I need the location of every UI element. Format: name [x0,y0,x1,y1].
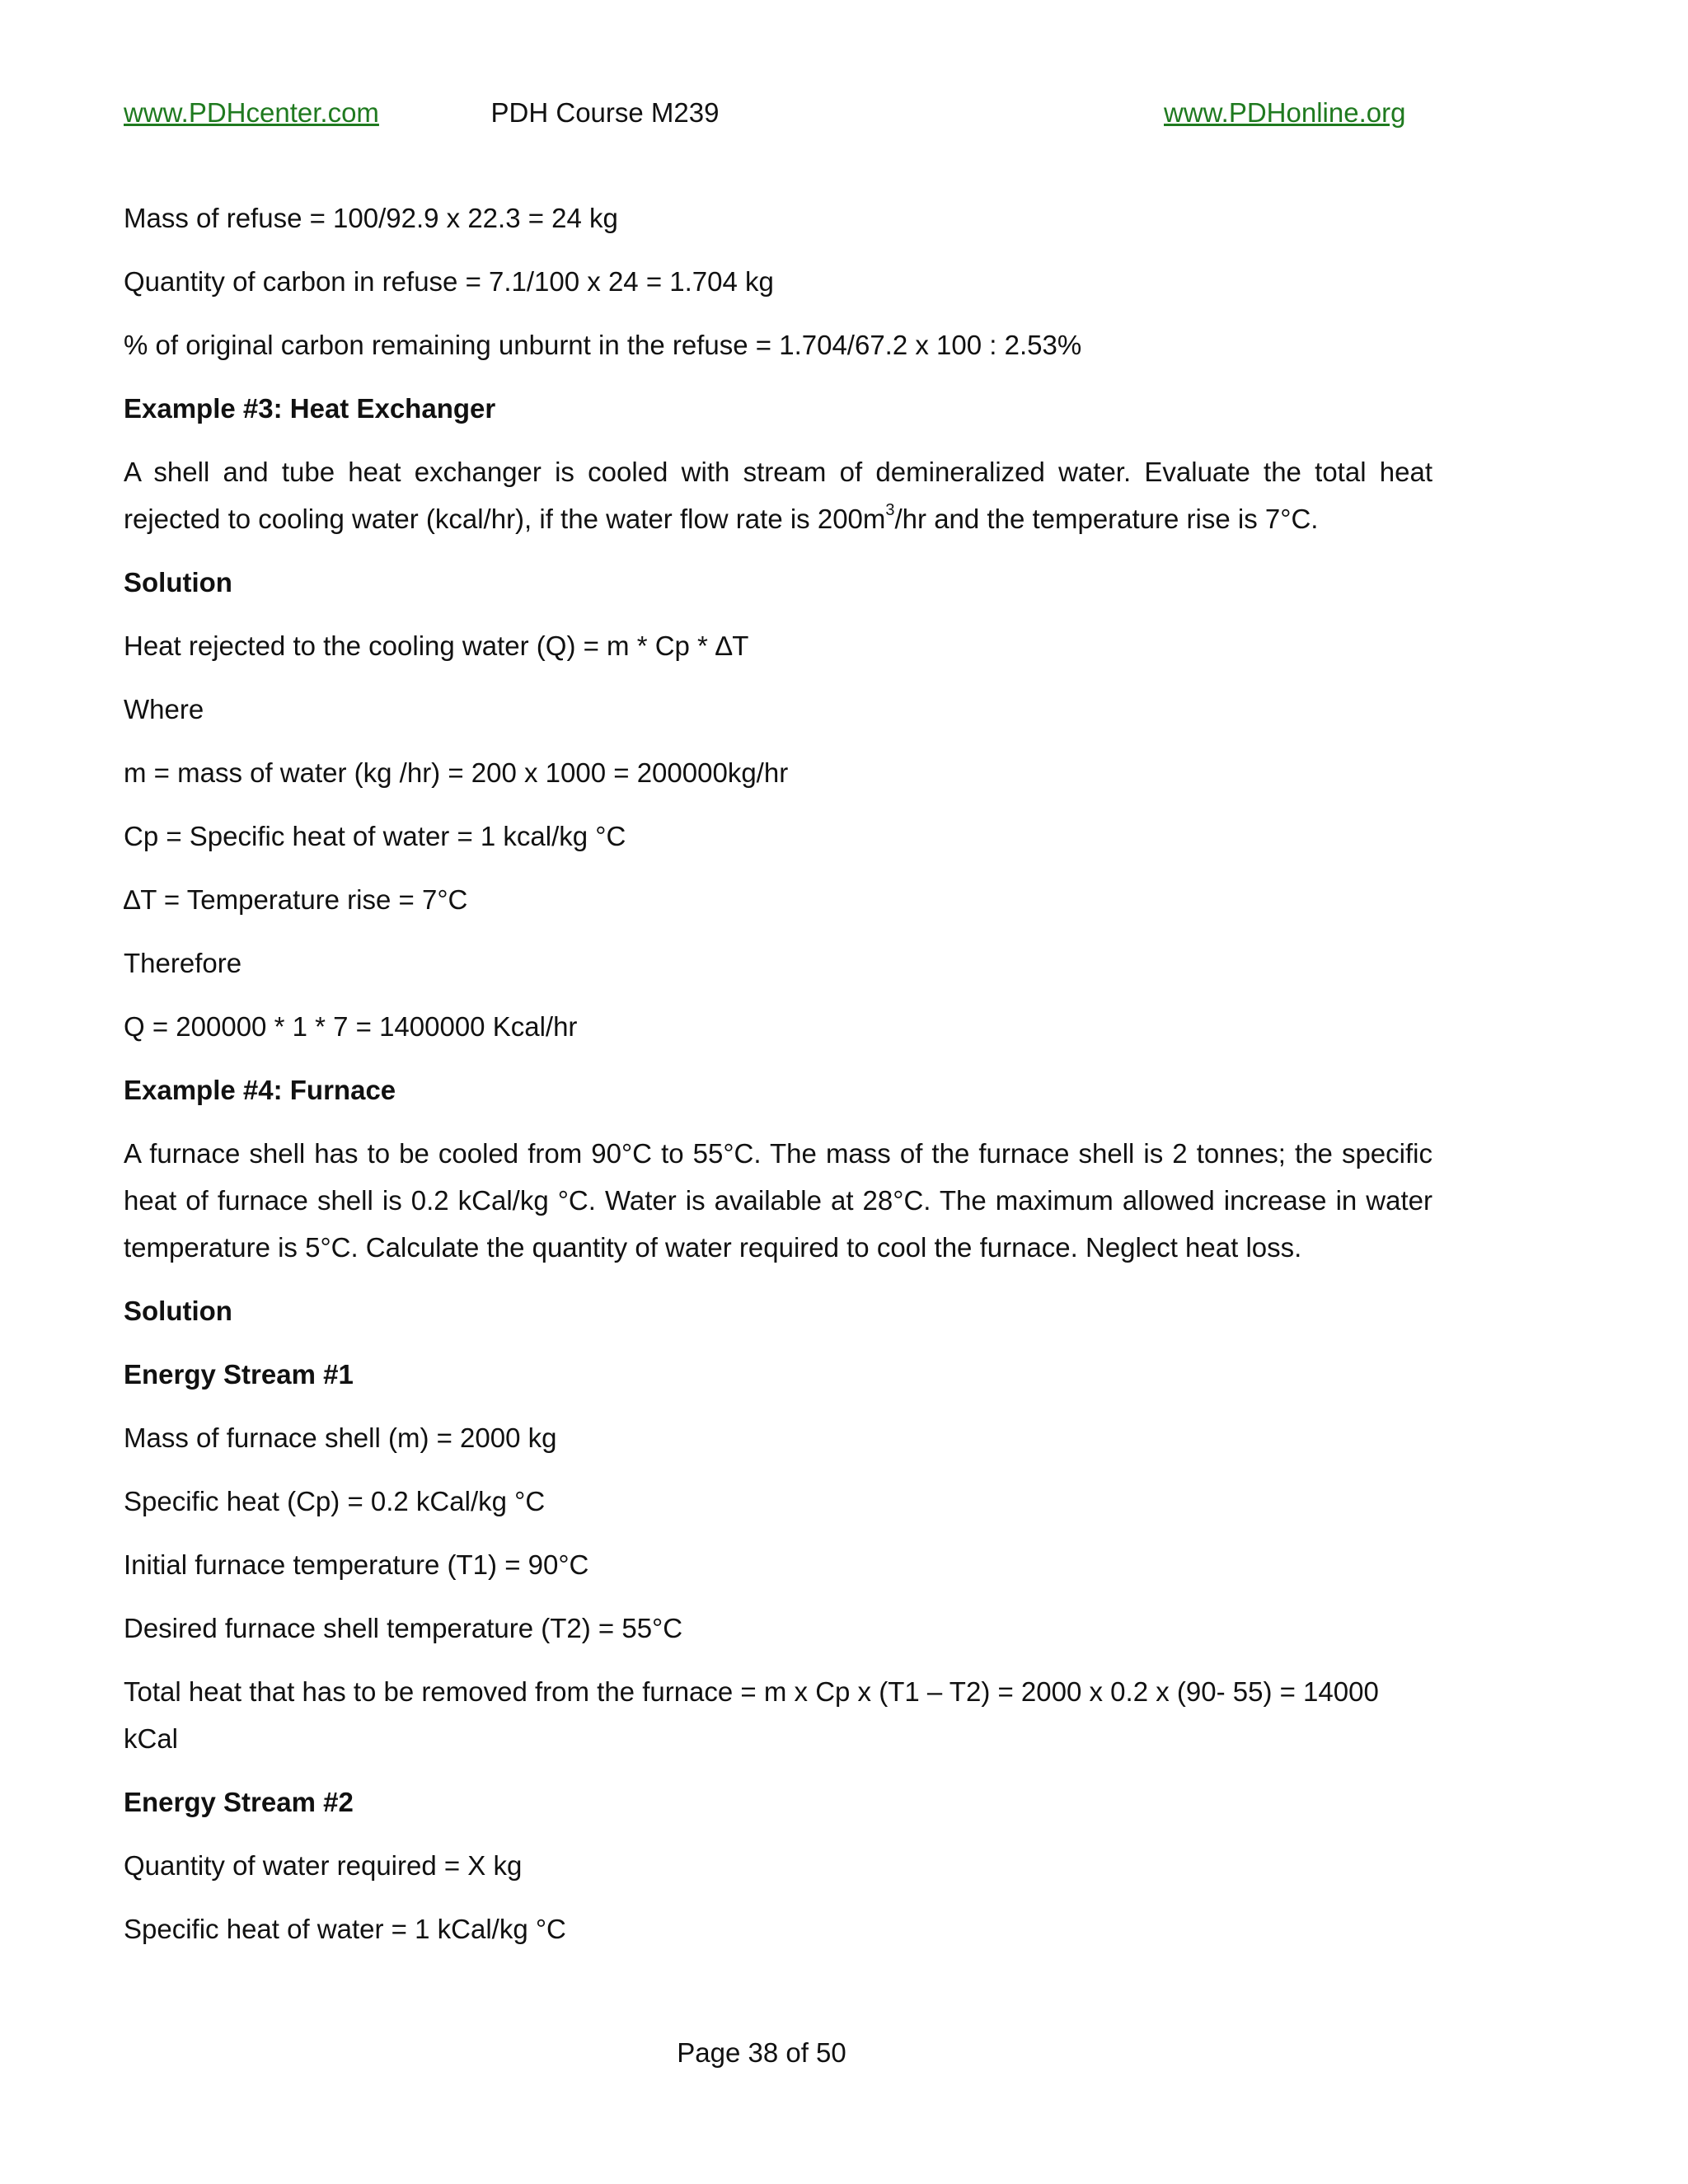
carbon-in-refuse-line: Quantity of carbon in refuse = 7.1/100 x 24 = 1.704 kg [124,266,774,297]
heat-rejected-formula: Heat rejected to the cooling water (Q) = m * Cp * ∆T [124,630,749,661]
cp-water-line: Cp = Specific heat of water = 1 kcal/kg °C [124,821,626,851]
solution-heading-2: Solution [124,1296,232,1326]
page-content [124,194,1432,1969]
mass-furnace-line: Mass of furnace shell (m) = 2000 kg [124,1422,557,1453]
energy-stream-1-heading: Energy Stream #1 [124,1359,354,1390]
energy-stream-2-heading: Energy Stream #2 [124,1787,354,1817]
pdhcenter-link[interactable]: www.PDHcenter.com [124,97,379,128]
unburnt-carbon-line: % of original carbon remaining unburnt in the refuse = 1.704/67.2 x 100 : 2.53% [124,330,1082,360]
example-3-text-end: /hr and the temperature rise is 7°C. [894,504,1319,534]
q-result-line: Q = 200000 * 1 * 7 = 1400000 Kcal/hr [124,1011,578,1042]
example-3-text-start: A shell and tube heat exchanger is cooled with stream of demineralized water. Evaluate the total heat rejected to cooling water (kcal/hr), if the water flow rate is 200m [124,457,1432,534]
example-4-paragraph: A furnace shell has to be cooled from 90°C to 55°C. The mass of the furnace shell is 2 tonnes; the specific heat of furnace shell is 0.2 kCal/kg °C. Water is available at 28°C. The maximum allowed increase in water temperature is 5°C. Calculate the quantity of water required to cool the furnace. Neglect heat loss. [124,1138,1432,1263]
total-heat-paragraph [124,1668,1432,1762]
total-heat-text: Total heat that has to be removed from the furnace = m x Cp x (T1 – T2) = 2000 x 0.2 x (90- 55) = 14000 [124,1676,1379,1707]
mass-of-water-line: m = mass of water (kg /hr) = 200 x 1000 = 200000kg/hr [124,757,789,788]
course-title: PDH Course M239 [490,97,720,128]
specific-heat-cp-line: Specific heat (Cp) = 0.2 kCal/kg °C [124,1486,546,1516]
quantity-water-line: Quantity of water required = X kg [124,1850,523,1881]
delta-t-line: ∆T = Temperature rise = 7°C [124,884,468,915]
solution-heading: Solution [124,567,232,598]
cubic-superscript: 3 [885,501,895,519]
page-number: Page 38 of 50 [677,2037,846,2068]
pdhonline-link[interactable]: www.PDHonline.org [1164,97,1406,128]
where-label: Where [124,694,204,724]
specific-heat-water-line: Specific heat of water = 1 kCal/kg °C [124,1914,566,1944]
example-4-heading: Example #4: Furnace [124,1075,396,1105]
total-heat-unit: kCal [124,1723,179,1754]
mass-of-refuse-line: Mass of refuse = 100/92.9 x 22.3 = 24 kg [124,203,618,233]
desired-temp-line: Desired furnace shell temperature (T2) = 55°C [124,1613,683,1643]
example-3-paragraph [124,448,1432,542]
therefore-label: Therefore [124,948,242,978]
example-3-heading: Example #3: Heat Exchanger [124,393,496,424]
page-header [124,97,1432,134]
initial-temp-line: Initial furnace temperature (T1) = 90°C [124,1549,589,1580]
